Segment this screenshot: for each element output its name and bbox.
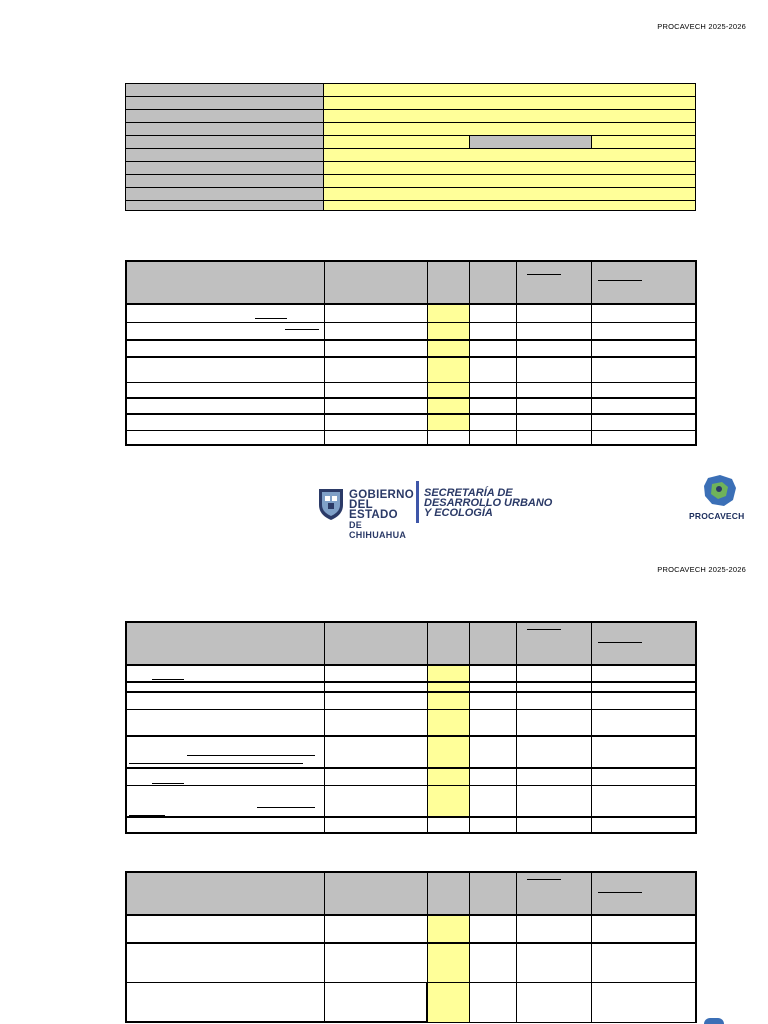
form-field[interactable]	[324, 123, 696, 136]
table-cell	[469, 357, 516, 382]
table-cell	[516, 709, 591, 736]
table-cell	[516, 665, 591, 682]
column-header	[324, 261, 427, 304]
input-cell[interactable]	[427, 382, 469, 398]
table-cell	[324, 736, 427, 768]
table-cell	[126, 943, 324, 982]
table-cell	[126, 304, 324, 322]
table-cell	[516, 785, 591, 817]
input-cell[interactable]	[427, 768, 469, 785]
input-cell[interactable]	[427, 414, 469, 430]
table-cell	[324, 322, 427, 340]
table-cell	[324, 304, 427, 322]
table-cell	[591, 430, 696, 445]
column-header	[469, 261, 516, 304]
table-cell	[324, 709, 427, 736]
input-cell[interactable]	[427, 692, 469, 709]
input-cell[interactable]	[427, 682, 469, 692]
page-header-2: PROCAVECH 2025-2026	[657, 565, 746, 574]
form-field[interactable]	[324, 188, 696, 201]
input-cell[interactable]	[427, 982, 469, 1022]
table-cell	[516, 414, 591, 430]
column-header	[126, 622, 324, 665]
form-label	[126, 110, 324, 123]
secretaria-logo	[424, 488, 552, 518]
form-label	[126, 149, 324, 162]
table-cell	[516, 382, 591, 398]
input-cell[interactable]	[427, 709, 469, 736]
table-cell	[324, 414, 427, 430]
table-cell	[126, 665, 324, 682]
table-cell	[324, 682, 427, 692]
table-cell	[324, 665, 427, 682]
form-label	[126, 123, 324, 136]
table-cell	[591, 665, 696, 682]
column-header	[469, 622, 516, 665]
table-cell	[469, 692, 516, 709]
table-cell	[469, 785, 516, 817]
table-cell	[324, 915, 427, 943]
table-cell	[516, 357, 591, 382]
table-cell	[126, 785, 324, 817]
table-cell	[324, 817, 427, 833]
table-cell	[591, 982, 696, 1022]
table-cell	[516, 736, 591, 768]
table-cell	[591, 943, 696, 982]
table-cell	[591, 768, 696, 785]
table-cell	[469, 982, 516, 1022]
table-cell	[516, 304, 591, 322]
table-cell	[469, 340, 516, 357]
table-cell	[469, 682, 516, 692]
table-cell	[126, 709, 324, 736]
table-cell	[324, 382, 427, 398]
table-cell	[591, 682, 696, 692]
secretaria-line-3: Y ECOLOGÍA	[424, 507, 493, 519]
table-cell	[516, 430, 591, 445]
table-cell	[324, 692, 427, 709]
table-cell	[516, 943, 591, 982]
table-cell	[516, 915, 591, 943]
table-cell	[469, 304, 516, 322]
column-header	[591, 622, 696, 665]
table-cell	[126, 322, 324, 340]
procavech-logo-partial	[704, 1018, 724, 1024]
table-cell	[126, 736, 324, 768]
table-cell	[126, 682, 324, 692]
table-cell	[324, 357, 427, 382]
table-cell	[469, 430, 516, 445]
table-cell	[591, 414, 696, 430]
table-cell	[469, 398, 516, 414]
input-cell[interactable]	[427, 304, 469, 322]
input-cell[interactable]	[427, 322, 469, 340]
table-cell	[324, 785, 427, 817]
form-label	[126, 97, 324, 110]
form-label	[126, 188, 324, 201]
table-cell	[516, 768, 591, 785]
input-cell[interactable]	[427, 915, 469, 943]
table-cell	[126, 398, 324, 414]
column-header	[324, 872, 427, 915]
table-cell	[324, 430, 427, 445]
table-cell	[591, 692, 696, 709]
data-table-1	[125, 260, 697, 446]
table-cell	[516, 682, 591, 692]
table-cell	[591, 785, 696, 817]
secretaria-line-1: SECRETARÍA DE	[424, 487, 513, 499]
gobierno-line-2: DEL ESTADO	[349, 499, 398, 521]
table-cell	[469, 943, 516, 982]
table-cell	[126, 692, 324, 709]
table-cell	[591, 398, 696, 414]
table-cell	[591, 915, 696, 943]
table-cell	[469, 817, 516, 833]
column-header	[324, 622, 427, 665]
column-header	[427, 261, 469, 304]
table-cell	[126, 982, 324, 1022]
table-cell	[469, 322, 516, 340]
table-cell	[324, 943, 427, 982]
page-header-1: PROCAVECH 2025-2026	[657, 22, 746, 31]
table-cell	[591, 817, 696, 833]
form-field[interactable]	[324, 84, 696, 97]
info-form-table	[125, 83, 696, 211]
table-cell	[591, 382, 696, 398]
table-cell	[324, 340, 427, 357]
secretaria-line-2: DESARROLLO URBANO	[424, 497, 553, 509]
table-cell	[324, 768, 427, 785]
input-cell[interactable]	[427, 357, 469, 382]
table-cell	[324, 982, 427, 1022]
table-cell	[126, 414, 324, 430]
table-cell	[591, 357, 696, 382]
table-cell	[126, 340, 324, 357]
table-cell	[469, 414, 516, 430]
form-subfield[interactable]	[469, 135, 592, 149]
table-cell	[516, 692, 591, 709]
gobierno-line-3: DE CHIHUAHUA	[349, 520, 407, 540]
table-cell	[126, 382, 324, 398]
data-table-2	[125, 621, 697, 834]
column-header	[591, 261, 696, 304]
table-cell	[516, 340, 591, 357]
table-cell	[516, 982, 591, 1022]
form-field[interactable]	[324, 97, 696, 110]
procavech-wordmark: PROCAVECH	[689, 511, 745, 521]
table-cell	[469, 736, 516, 768]
input-cell[interactable]	[427, 340, 469, 357]
form-label	[126, 175, 324, 188]
table-cell	[469, 915, 516, 943]
column-header	[469, 872, 516, 915]
table-cell	[469, 382, 516, 398]
table-cell	[591, 322, 696, 340]
input-cell[interactable]	[427, 398, 469, 414]
table-cell	[516, 817, 591, 833]
form-field[interactable]	[324, 136, 696, 149]
chihuahua-map-icon	[700, 474, 740, 508]
table-cell	[427, 430, 469, 445]
gobierno-line-1: GOBIERNO	[349, 489, 415, 501]
form-label	[126, 136, 324, 149]
form-field[interactable]	[324, 110, 696, 123]
table-cell	[126, 357, 324, 382]
form-label	[126, 162, 324, 175]
table-cell	[469, 665, 516, 682]
table-cell	[324, 398, 427, 414]
table-cell	[469, 768, 516, 785]
column-header	[427, 872, 469, 915]
form-label	[126, 201, 324, 211]
table-cell	[516, 322, 591, 340]
form-field[interactable]	[324, 162, 696, 175]
input-cell[interactable]	[427, 943, 469, 982]
form-label	[126, 84, 324, 97]
table-cell	[591, 340, 696, 357]
column-header	[591, 872, 696, 915]
table-cell	[126, 430, 324, 445]
column-header	[126, 872, 324, 915]
logo-divider	[416, 481, 419, 523]
table-cell	[126, 768, 324, 785]
gobierno-logo	[316, 486, 416, 540]
form-field[interactable]	[324, 175, 696, 188]
form-field[interactable]	[324, 149, 696, 162]
form-field[interactable]	[324, 201, 696, 211]
data-table-3	[125, 871, 697, 1023]
procavech-logo	[688, 474, 752, 524]
table-cell	[126, 817, 324, 833]
table-cell	[591, 736, 696, 768]
column-header	[516, 261, 591, 304]
table-cell	[591, 304, 696, 322]
input-cell[interactable]	[427, 665, 469, 682]
table-cell	[427, 817, 469, 833]
input-cell[interactable]	[427, 785, 469, 817]
shield-icon	[316, 487, 346, 521]
table-cell	[516, 398, 591, 414]
column-header	[516, 622, 591, 665]
column-header	[516, 872, 591, 915]
table-cell	[591, 709, 696, 736]
table-cell	[126, 915, 324, 943]
column-header	[126, 261, 324, 304]
column-header	[427, 622, 469, 665]
table-cell	[469, 709, 516, 736]
input-cell[interactable]	[427, 736, 469, 768]
